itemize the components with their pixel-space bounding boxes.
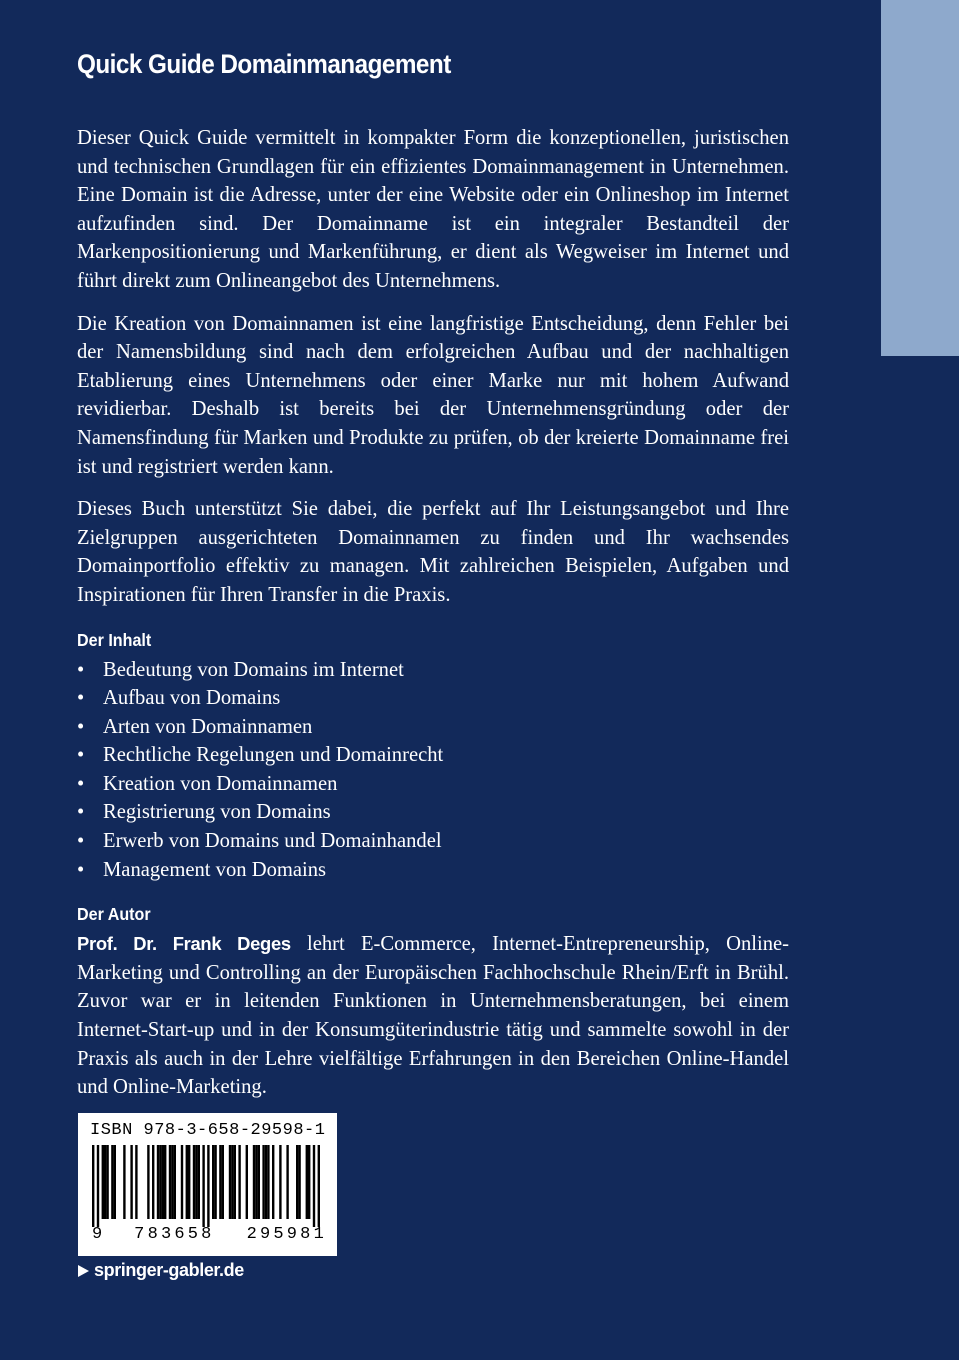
accent-bar bbox=[881, 0, 959, 356]
publisher-link[interactable] bbox=[78, 1260, 244, 1281]
intro-paragraph-2: Die Kreation von Domainnamen ist eine langfristige Entscheidung, denn Fehler bei der Namensbildung sind nach dem erfolgreichen Aufbau und der nachhaltigen Etablierung eines Unternehmens oder einer Marke nur mit hohem Aufwand revidierbar. Deshalb ist bereits bei der Unternehmensgründung oder der Namensfindung für Marken und Produkte zu prüfen, ob der kreierte Domainname frei ist und registriert werden kann. bbox=[77, 312, 789, 478]
barcode-bar bbox=[258, 1145, 260, 1219]
barcode-bar bbox=[198, 1145, 200, 1219]
barcode-bar bbox=[114, 1145, 116, 1219]
barcode-bar bbox=[174, 1145, 176, 1219]
contents-heading: Der Inhalt bbox=[77, 629, 152, 650]
author-heading: Der Autor bbox=[77, 904, 151, 925]
barcode-bar bbox=[159, 1145, 161, 1219]
barcode-bar bbox=[265, 1145, 267, 1219]
barcode-bar bbox=[152, 1145, 154, 1219]
barcode-bar bbox=[169, 1145, 171, 1219]
barcode-bar bbox=[272, 1145, 274, 1219]
barcode-bar bbox=[135, 1145, 137, 1219]
barcode-guard-bar bbox=[202, 1145, 204, 1227]
barcode-bar bbox=[231, 1145, 233, 1219]
barcode-bar bbox=[102, 1145, 104, 1219]
barcode-bar bbox=[306, 1145, 308, 1219]
barcode-bar bbox=[212, 1145, 214, 1219]
bullet-icon: • bbox=[77, 772, 85, 795]
intro-paragraph-1: Dieser Quick Guide vermittelt in kompakter Form die konzeptionellen, juristischen und technischen Grundlagen für ein effizientes Domainmanagement in Unternehmen. Eine Domain ist die Adresse, unter der eine Website oder ein Onlineshop im Internet aufzufinden sind. Der Domainname ist ein integraler Bestandteil der Markenpositionierung und Markenführung, er dient als Wegweiser im Internet und führt direkt zum Onlineangebot des Unternehmens. bbox=[77, 127, 789, 292]
barcode-bar bbox=[188, 1145, 190, 1219]
barcode-bar bbox=[171, 1145, 173, 1219]
barcode-bar bbox=[195, 1145, 197, 1219]
barcode-guard-bar bbox=[97, 1145, 99, 1227]
barcode-bar bbox=[253, 1145, 255, 1219]
barcode-digits-left: 783658 bbox=[134, 1225, 215, 1244]
list-item: • Erwerb von Domains und Domainhandel bbox=[77, 827, 789, 856]
barcode-bar bbox=[298, 1145, 300, 1219]
barcode-bar bbox=[162, 1145, 164, 1219]
author-name: Prof. Dr. Frank Deges bbox=[77, 933, 291, 955]
barcode-bar bbox=[214, 1145, 216, 1219]
barcode-bar bbox=[164, 1145, 166, 1219]
barcode-guard-bar bbox=[207, 1145, 209, 1227]
barcode-bar bbox=[219, 1145, 221, 1219]
list-item: • Aufbau von Domains bbox=[77, 684, 789, 713]
barcode-bar bbox=[106, 1145, 108, 1219]
contents-list bbox=[77, 656, 789, 885]
barcode-bar bbox=[222, 1145, 224, 1219]
barcode-bar bbox=[246, 1145, 248, 1219]
barcode-guard-bar bbox=[313, 1145, 315, 1227]
barcode-bar bbox=[308, 1145, 310, 1219]
bullet-icon: • bbox=[77, 715, 85, 738]
back-cover-content bbox=[77, 44, 789, 1116]
publisher-link-text: springer-gabler.de bbox=[94, 1260, 244, 1280]
author-bio-text: lehrt E-Commerce, Internet-Entrepreneurship, Online-Marketing und Controlling an der Europäischen Fachhochschule Rhein/Erft in Brühl. Zuvor war er in leitenden Funktionen in Unternehmensberatungen, bei einem Internet-Start-up und in der Konsumgüterindustrie tätig und sammelte sowohl in der Praxis als auch in der Lehre vielfältige Erfahrungen in den Bereichen Online-Handel und Online-Marketing. bbox=[77, 933, 790, 1099]
barcode-bar bbox=[296, 1145, 298, 1219]
barcode-bar bbox=[147, 1145, 149, 1219]
barcode-bar bbox=[262, 1145, 264, 1219]
bullet-icon: • bbox=[77, 858, 85, 881]
list-item: • Bedeutung von Domains im Internet bbox=[77, 656, 789, 685]
list-item: • Rechtliche Regelungen und Domainrecht bbox=[77, 741, 789, 770]
barcode-bar bbox=[111, 1145, 113, 1219]
bullet-icon: • bbox=[77, 658, 85, 681]
barcode-digits-right: 295981 bbox=[246, 1225, 327, 1244]
bullet-icon: • bbox=[77, 830, 85, 853]
barcode-bar bbox=[229, 1145, 231, 1219]
bullet-icon: • bbox=[77, 744, 85, 767]
barcode-bar bbox=[186, 1145, 188, 1219]
barcode-guard-bar bbox=[318, 1145, 320, 1227]
barcode-bar bbox=[255, 1145, 257, 1219]
barcode-bar bbox=[104, 1145, 106, 1219]
barcode-bar bbox=[123, 1145, 125, 1219]
isbn-barcode bbox=[78, 1113, 337, 1256]
barcode-bar bbox=[157, 1145, 159, 1219]
list-item: • Registrierung von Domains bbox=[77, 798, 789, 827]
barcode-bar bbox=[193, 1145, 195, 1219]
barcode-bar bbox=[181, 1145, 183, 1219]
book-title: Quick Guide Domainmanagement bbox=[77, 49, 451, 79]
barcode-bar bbox=[286, 1145, 288, 1219]
barcode-bar bbox=[267, 1145, 269, 1219]
barcode-digit-first: 9 bbox=[92, 1225, 103, 1244]
bullet-icon: • bbox=[77, 687, 85, 710]
barcode-digits bbox=[92, 1225, 327, 1244]
barcode-bars bbox=[88, 1145, 328, 1227]
bullet-icon: • bbox=[77, 801, 85, 824]
list-item: • Management von Domains bbox=[77, 856, 789, 885]
barcode-bar bbox=[279, 1145, 281, 1219]
barcode-bar bbox=[130, 1145, 132, 1219]
intro-paragraph-3: Dieses Buch unterstützt Sie dabei, die perfekt auf Ihr Leistungsangebot und Ihre Zielgruppen ausgerichteten Domainnamen zu finden und Ihr wachsendes Domainportfolio effektiv zu managen. Mit zahlreichen Beispielen, Aufgaben und Inspirationen für Ihren Transfer in die Praxis. bbox=[77, 498, 789, 606]
barcode-bar bbox=[234, 1145, 236, 1219]
author-bio bbox=[77, 930, 789, 1102]
list-item: • Arten von Domainnamen bbox=[77, 713, 789, 742]
list-item: • Kreation von Domainnamen bbox=[77, 770, 789, 799]
triangle-right-icon bbox=[78, 1265, 89, 1277]
isbn-label: ISBN 978-3-658-29598-1 bbox=[90, 1121, 326, 1140]
barcode-guard-bar bbox=[92, 1145, 94, 1227]
barcode-bar bbox=[238, 1145, 240, 1219]
